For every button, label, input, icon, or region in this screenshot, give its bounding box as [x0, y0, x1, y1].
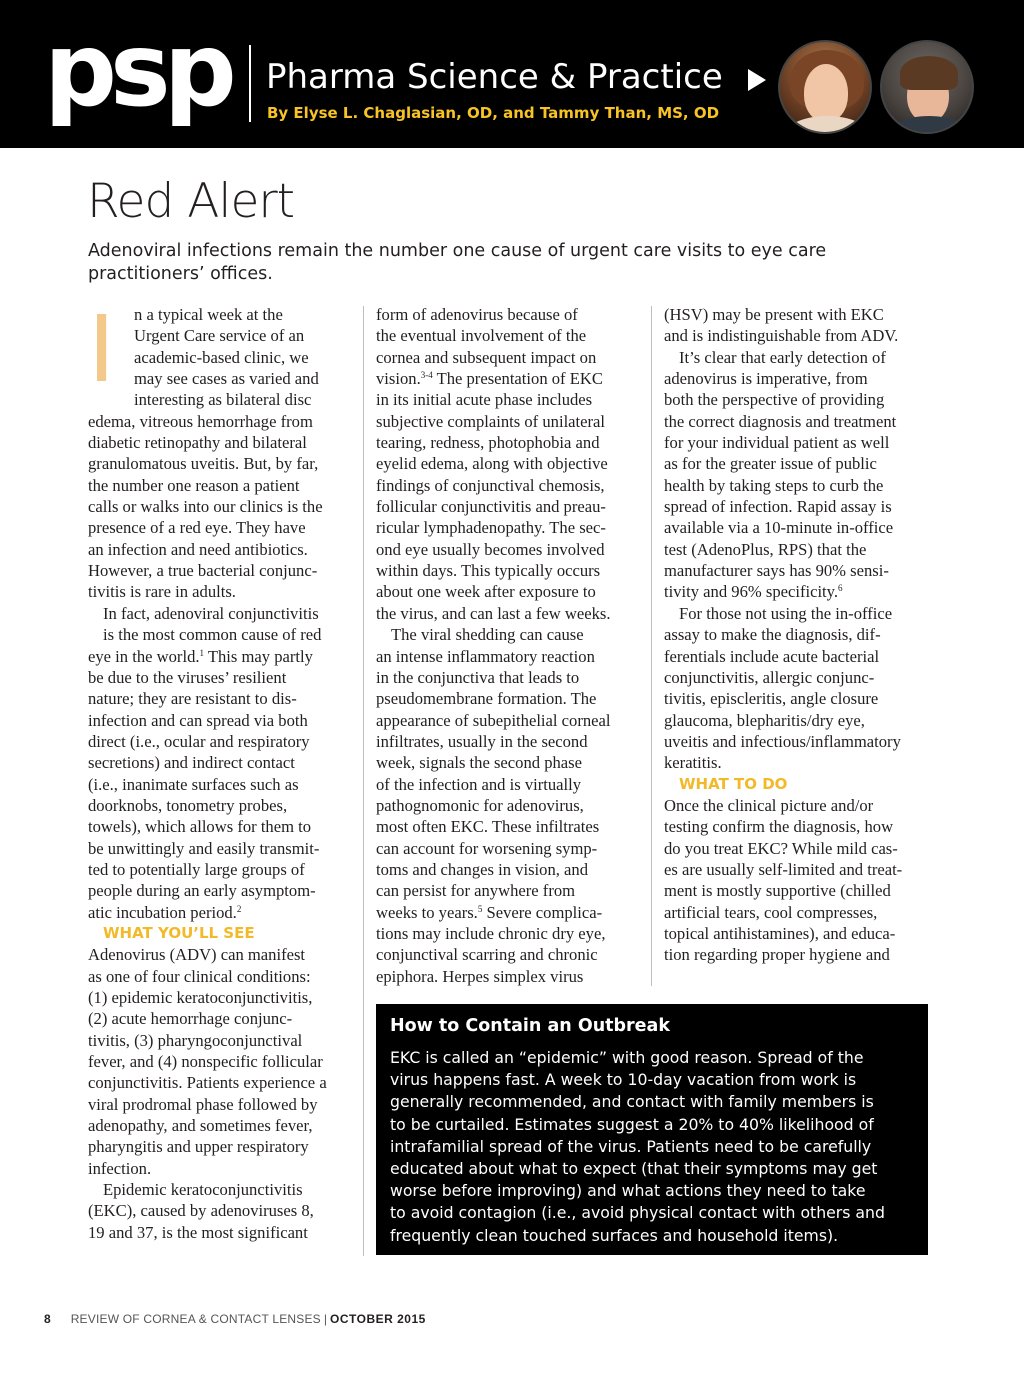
text-line: viral prodromal phase followed by: [88, 1094, 318, 1114]
text-line: secretions) and indirect contact: [88, 753, 295, 773]
text-line: Once the clinical picture and/or: [664, 795, 874, 815]
author-photo-chaglasian: [778, 40, 872, 134]
text-line: the correct diagnosis and treatment: [664, 411, 897, 431]
text-line: towels), which allows for them to: [88, 817, 312, 837]
text-line: Urgent Care service of an: [134, 326, 305, 346]
text-line: Adenovirus (ADV) can manifest: [88, 945, 306, 965]
text-line: educated about what to expect (that their symptoms may get: [390, 1159, 878, 1179]
text-line: form of adenovirus because of: [376, 305, 578, 324]
text-line: as one of four clinical conditions:: [88, 966, 311, 986]
text-line: [664, 581, 936, 602]
publication-name: REVIEW OF CORNEA & CONTACT LENSES: [70, 1312, 321, 1326]
text-line: subjective complaints of unilateral: [376, 411, 606, 431]
text-run: The presentation of EKC: [432, 369, 603, 389]
text-line: can persist for anywhere from: [376, 881, 576, 901]
text-line: It’s clear that early detection of: [679, 347, 886, 367]
text-line: keratitis.: [664, 753, 722, 773]
text-line: nature; they are resistant to dis-: [88, 689, 297, 709]
text-run: tivity and 96% specificity.: [664, 582, 839, 602]
article-deck: Adenoviral infections remain the number one cause of urgent care visits to eye care practitioners’ offices.: [88, 241, 827, 284]
text-run: This may partly: [204, 646, 313, 666]
text-line: toms and changes in vision, and: [376, 859, 588, 879]
text-line: week, signals the second phase: [376, 753, 582, 773]
portrait-shoulders: [784, 116, 870, 134]
text-line: in its initial acute phase includes: [376, 390, 593, 410]
text-line: tearing, redness, photophobia and: [376, 433, 600, 453]
text-line: as for the greater issue of public: [664, 454, 877, 474]
text-line: in the conjunctiva that leads to: [376, 667, 580, 687]
body-paragraph: [664, 304, 936, 347]
header-divider: [249, 45, 251, 122]
header-band: [0, 0, 1024, 148]
text-line: 19 and 37, is the most significant: [88, 1222, 308, 1242]
text-line: within days. This typically occurs: [376, 561, 601, 581]
portrait-face: [804, 64, 848, 122]
text-line: available via a 10-minute in-office: [664, 518, 894, 538]
text-line: granulomatous uveitis. But, by far,: [88, 454, 319, 474]
text-line: The viral shedding can cause: [391, 625, 584, 645]
text-line: fever, and (4) nonspecific follicular: [88, 1052, 323, 1072]
column-rule: [363, 306, 364, 1256]
text-line: tions may include chronic dry eye,: [376, 923, 606, 943]
text-line: doorknobs, tonometry probes,: [88, 795, 288, 815]
body-paragraph: [376, 304, 644, 624]
text-line: the number one reason a patient: [88, 475, 300, 495]
text-line: testing confirm the diagnosis, how: [664, 817, 894, 837]
column-2: [376, 304, 644, 987]
text-line: conjunctivitis, allergic conjunc-: [664, 667, 875, 687]
text-line: direct (i.e., ocular and respiratory: [88, 731, 310, 751]
text-line: assay to make the diagnosis, dif-: [664, 625, 881, 645]
text-line: health by taking steps to curb the: [664, 475, 884, 495]
text-line: ment is mostly supportive (chilled: [664, 881, 891, 901]
text-line: of the infection and is virtually: [376, 774, 582, 794]
text-line: follicular conjunctivitis and preau-: [376, 497, 606, 517]
text-line: test (AdenoPlus, RPS) that the: [664, 539, 867, 559]
text-line: pharyngitis and upper respiratory: [88, 1137, 309, 1157]
text-line: manufacturer says has 90% sensi-: [664, 561, 889, 581]
text-line: findings of conjunctival chemosis,: [376, 475, 605, 495]
byline: By Elyse L. Chaglasian, OD, and Tammy Than, MS, OD: [267, 104, 720, 122]
body-paragraph: [664, 347, 936, 603]
page-number: 8: [44, 1312, 51, 1326]
intro-paragraph: [88, 296, 360, 603]
text-line: and is indistinguishable from ADV.: [664, 326, 899, 346]
text-line: (i.e., inanimate surfaces such as: [88, 774, 299, 794]
text-line: may see cases as varied and: [134, 369, 319, 389]
text-line: epiphora. Herpes simplex virus: [376, 966, 584, 986]
issue-date: OCTOBER 2015: [330, 1312, 426, 1326]
text-line: calls or walks into our clinics is the: [88, 497, 323, 517]
text-line: intrafamilial spread of the virus. Patients need to be carefully: [390, 1136, 872, 1156]
footnote-ref: 2: [236, 903, 242, 914]
text-line: diabetic retinopathy and bilateral: [88, 433, 307, 453]
text-line: do you treat EKC? While mild cas-: [664, 838, 898, 858]
text-line: for your individual patient as well: [664, 433, 890, 453]
column-rule: [651, 306, 652, 986]
text-line: people during an early asymptom-: [88, 881, 316, 901]
text-line: the eventual involvement of the: [376, 326, 587, 346]
text-run: weeks to years.: [376, 902, 478, 922]
text-line: tivitis, episcleritis, angle closure: [664, 689, 879, 709]
text-line: ricular lymphadenopathy. The sec-: [376, 518, 606, 538]
section-title: Pharma Science & Practice: [266, 57, 723, 97]
text-line: ted to potentially large groups of: [88, 859, 305, 879]
text-line: cornea and subsequent impact on: [376, 347, 597, 367]
portrait-hair: [900, 56, 958, 90]
text-line: generally recommended, and contact with family members is: [390, 1092, 874, 1112]
body-paragraph: [664, 795, 936, 966]
text-line: tion regarding proper hygiene and: [664, 945, 890, 965]
text-line: tivitis, (3) pharyngoconjunctival: [88, 1030, 303, 1050]
text-line: [88, 902, 360, 923]
body-paragraph: [376, 624, 644, 987]
text-line: infection.: [88, 1158, 152, 1178]
footnote-ref: 6: [838, 583, 843, 594]
text-line: artificial tears, cool compresses,: [664, 902, 878, 922]
text-line: be due to the viruses’ resilient: [88, 667, 287, 687]
text-line: be unwittingly and easily transmit-: [88, 838, 320, 858]
body-paragraph: [88, 944, 360, 1179]
text-line: For those not using the in-office: [679, 603, 893, 623]
text-line: In fact, adenoviral conjunctivitis: [103, 603, 319, 623]
text-line: to be curtailed. Estimates suggest a 20% to 40% likelihood of: [390, 1114, 874, 1134]
text-line: is the most common cause of red: [103, 625, 322, 645]
text-line: adenopathy, and sometimes fever,: [88, 1116, 313, 1136]
text-line: an infection and need antibiotics.: [88, 539, 308, 559]
text-line: topical antihistamines), and educa-: [664, 923, 896, 943]
body-paragraph: [664, 603, 936, 774]
text-line: (1) epidemic keratoconjunctivitis,: [88, 988, 313, 1007]
text-line: infection and can spread via both: [88, 710, 308, 730]
text-run: atic incubation period.: [88, 902, 237, 922]
text-line: frequently clean touched surfaces and household items).: [390, 1225, 839, 1245]
text-line: pathognomonic for adenovirus,: [376, 795, 584, 815]
text-line: [376, 368, 644, 389]
text-line: both the perspective of providing: [664, 390, 885, 410]
portrait-shoulders: [886, 116, 972, 134]
text-run: vision.: [376, 369, 421, 389]
play-triangle-icon: [748, 69, 766, 91]
text-line: However, a true bacterial conjunc-: [88, 561, 318, 581]
text-line: most often EKC. These infiltrates: [376, 817, 600, 837]
sidebar-body: [390, 1047, 914, 1247]
text-line: adenovirus is imperative, from: [664, 369, 868, 389]
text-line: can account for worsening symp-: [376, 838, 598, 858]
text-run: Severe complica-: [482, 902, 603, 922]
text-line: interesting as bilateral disc: [134, 390, 312, 410]
column-3: [664, 304, 936, 966]
text-line: academic-based clinic, we: [134, 347, 309, 367]
subhead-what-to-do: WHAT TO DO: [679, 774, 788, 793]
text-line: uveitis and infectious/inflammatory: [664, 731, 901, 751]
text-line: presence of a red eye. They have: [88, 518, 306, 538]
text-line: an intense inflammatory reaction: [376, 646, 595, 666]
text-line: about one week after exposure to: [376, 582, 596, 602]
text-line: Epidemic keratoconjunctivitis: [103, 1180, 303, 1200]
text-line: appearance of subepithelial corneal: [376, 710, 611, 730]
sidebar-title: How to Contain an Outbreak: [390, 1016, 670, 1036]
subhead-what-youll-see: WHAT YOU’LL SEE: [103, 923, 255, 942]
text-line: worse before improving) and what actions they need to take: [390, 1181, 866, 1201]
text-line: eyelid edema, along with objective: [376, 454, 608, 474]
text-line: (2) acute hemorrhage conjunc-: [88, 1009, 293, 1029]
author-photo-than: [880, 40, 974, 134]
body-paragraph: [88, 1179, 360, 1243]
text-line: infiltrates, usually in the second: [376, 731, 588, 751]
text-line: pseudomembrane formation. The: [376, 689, 597, 709]
text-line: ferentials include acute bacterial: [664, 646, 880, 666]
text-line: spread of infection. Rapid assay is: [664, 497, 892, 517]
text-line: virus happens fast. A week to 10-day vacation from work is: [390, 1070, 857, 1090]
text-line: es are usually self-limited and treat-: [664, 859, 903, 879]
text-line: conjunctival scarring and chronic: [376, 945, 598, 965]
footnote-ref: 3-4: [420, 370, 433, 381]
column-1: [88, 296, 360, 1243]
sidebar-box: [376, 1004, 928, 1255]
page-footer: [44, 1311, 426, 1327]
text-line: [88, 646, 360, 667]
text-line: glaucoma, blepharitis/dry eye,: [664, 710, 865, 730]
text-line: to avoid contagion (i.e., avoid physical contact with others and: [390, 1203, 885, 1223]
article-title: Red Alert: [87, 174, 295, 229]
footnote-ref: 1: [199, 647, 205, 658]
text-line: (EKC), caused by adenoviruses 8,: [88, 1201, 314, 1221]
text-line: EKC is called an “epidemic” with good reason. Spread of the: [390, 1048, 864, 1067]
footer-separator: |: [323, 1312, 328, 1326]
text-line: conjunctivitis. Patients experience a: [88, 1073, 327, 1093]
psp-logo: psp: [44, 11, 230, 130]
text-line: [376, 902, 644, 923]
text-line: (HSV) may be present with EKC: [664, 305, 884, 324]
text-line: tivitis is rare in adults.: [88, 582, 236, 602]
text-run: eye in the world.: [88, 646, 200, 666]
text-line: ond eye usually becomes involved: [376, 539, 605, 559]
text-line: edema, vitreous hemorrhage from: [88, 411, 313, 431]
body-paragraph: [88, 603, 360, 923]
text-line: the virus, and can last a few weeks.: [376, 603, 611, 623]
text-line: n a typical week at the: [134, 305, 283, 324]
footnote-ref: 5: [477, 903, 483, 914]
drop-cap: I: [88, 296, 116, 403]
